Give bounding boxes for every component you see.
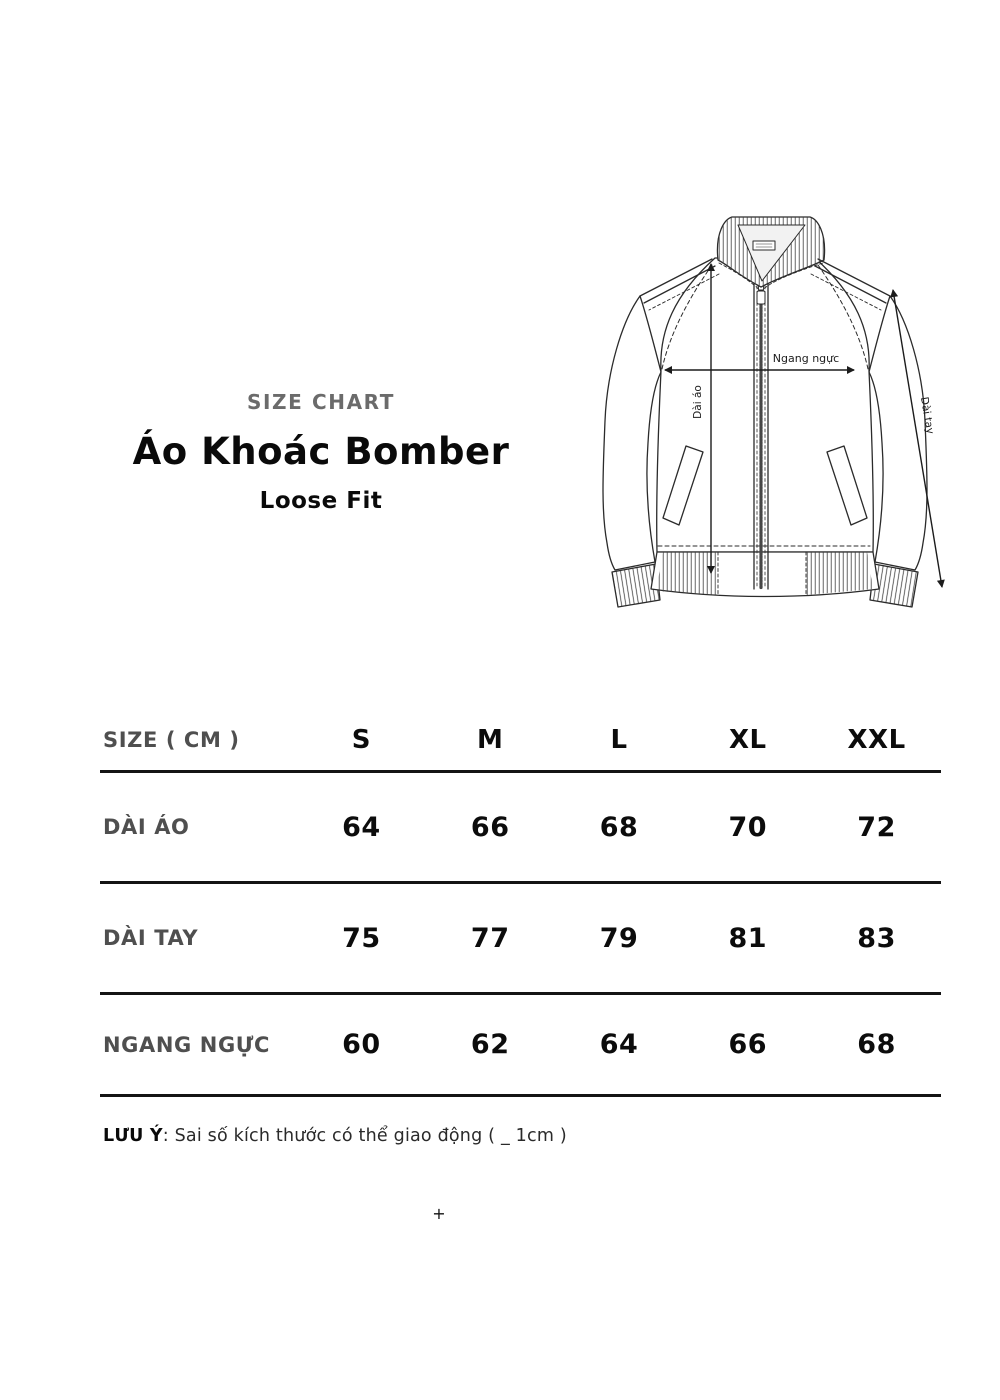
measurement-value: 79 [599,922,639,954]
measurement-value: 77 [470,922,510,954]
measurement-value: 72 [857,811,896,843]
size-col-header-m: M [477,725,504,755]
measurement-value: 68 [857,1029,896,1060]
right-sleeve [869,296,927,570]
size-table [100,710,941,1097]
measurement-value: 70 [728,811,768,843]
note-text: : Sai số kích thước có thể giao động ( _ 1cm ) [162,1126,567,1146]
size-col-header-xl: XL [728,725,767,755]
measurement-value: 66 [470,811,510,843]
sleeve-length-measure-label: Dài tay [917,395,936,436]
chest-measure-label: Ngang ngực [772,352,840,365]
body-length-measure-label: Dài áo [692,385,704,419]
measurement-value: 64 [599,1029,639,1060]
measurement-value: 75 [342,922,381,954]
measurement-value: 64 [342,811,381,843]
measurement-value: 83 [857,922,896,954]
measurement-value: 66 [728,1029,768,1060]
measurement-value: 81 [728,922,768,954]
size-unit-label: SIZE ( CM ) [103,728,240,752]
size-col-header-s: S [351,725,372,755]
measurement-value: 68 [599,811,639,843]
row-label: NGANG NGỰC [103,1032,270,1057]
table-row-sleeve-length [100,884,941,995]
size-table-header-row [100,710,941,773]
table-row-body-length [100,773,941,884]
row-label: DÀI TAY [103,926,199,950]
collar-label-tag [753,241,775,250]
table-row-chest-width [100,995,941,1097]
product-title: Áo Khoác Bomber [132,430,510,473]
jacket-diagram [578,203,952,625]
title-block [71,390,571,514]
bomber-jacket-line-drawing [578,203,952,625]
measurement-value: 62 [470,1029,510,1060]
fit-subtitle: Loose Fit [259,488,383,514]
size-chart-eyebrow: SIZE CHART [246,390,395,414]
tolerance-note [103,1126,567,1146]
left-sleeve [603,296,661,570]
measurement-value: 60 [342,1029,381,1060]
size-col-header-xxl: XXL [847,725,906,755]
row-label: DÀI ÁO [103,815,190,839]
note-label: LƯU Ý [103,1126,163,1146]
plus-mark: + [432,1204,446,1223]
size-col-header-l: L [610,725,628,755]
